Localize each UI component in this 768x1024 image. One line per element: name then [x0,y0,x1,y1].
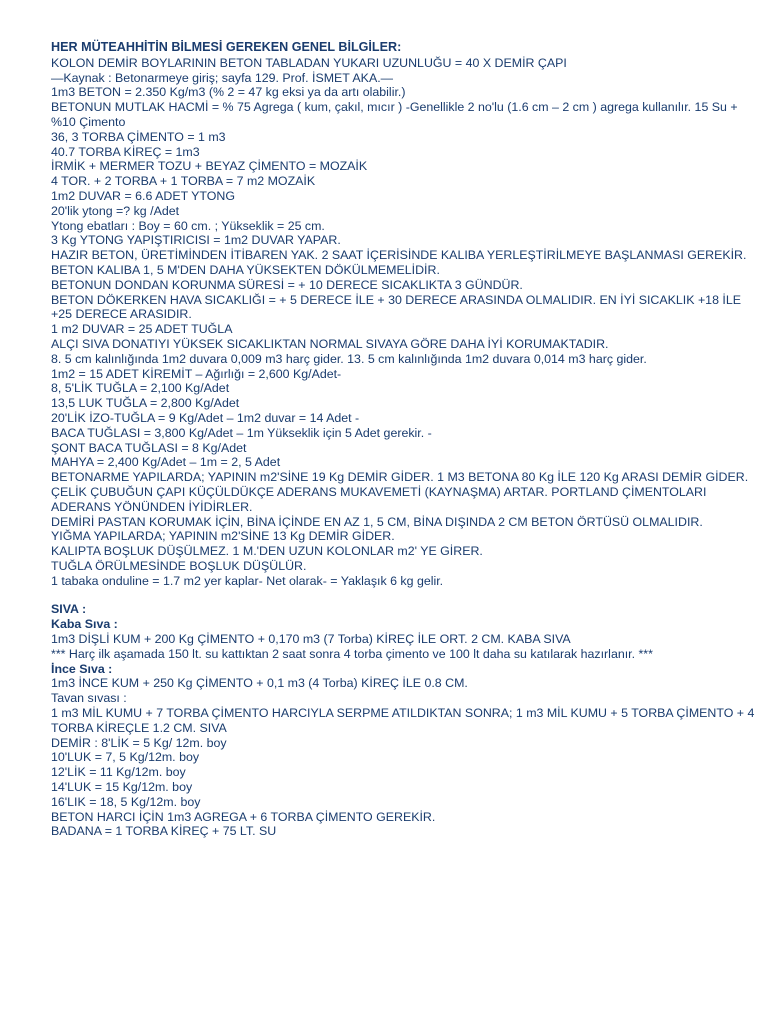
text-line: BETONUN DONDAN KORUNMA SÜRESİ = + 10 DERECE SICAKLIKTA 3 GÜNDÜR. [51,277,523,292]
text-line: 4 TOR. + 2 TORBA + 1 TORBA = 7 m2 MOZAİK [51,174,316,189]
text-line: 14'LUK = 15 Kg/12m. boy [51,780,193,795]
text-line: ŞONT BACA TUĞLASI = 8 Kg/Adet [51,440,247,455]
text-line: HAZIR BETON, ÜRETİMİNDEN İTİBAREN YAK. 2 SAAT İÇERİSİNDE KALIBA YERLEŞTİRİLMEYE BAŞLANMASI GEREKİR. [51,248,747,263]
text-line: DEMİRİ PASTAN KORUMAK İÇİN, BİNA İÇİNDE EN AZ 1, 5 CM, BİNA DIŞINDA 2 CM BETON ÖRTÜSÜ OLMALIDIR. [51,514,703,529]
siva-heading: SIVA : [51,602,87,617]
text-line: 40.7 TORBA KİREÇ = 1m3 [51,144,200,159]
text-line: 20'lik ytong =? kg /Adet [51,203,180,218]
text-line: YIĞMA YAPILARDA; YAPININ m2'SİNE 13 Kg DEMİR GİDER. [51,529,395,544]
text-line: 16'LIK = 18, 5 Kg/12m. boy [51,794,201,809]
text-line: 1 tabaka onduline = 1.7 m2 yer kaplar- Net olarak- = Yaklaşık 6 kg gelir. [51,573,444,588]
text-line: TUĞLA ÖRÜLMESİNDE BOŞLUK DÜŞÜLÜR. [51,558,307,573]
text-line: 8, 5'LİK TUĞLA = 2,100 Kg/Adet [51,381,230,396]
text-line: *** Harç ilk aşamada 150 lt. su kattıktan 2 saat sonra 4 torba çimento ve 100 lt daha su katılarak hazırlanır. *** [51,646,653,661]
kaba-siva-heading: Kaba Sıva : [51,617,118,632]
text-line: Tavan sıvası : [51,691,127,706]
ince-siva-heading: İnce Sıva : [51,661,113,676]
text-line: Ytong ebatları : Boy = 60 cm. ; Yükseklik = 25 cm. [51,218,325,233]
document-title: HER MÜTEAHHİTİN BİLMESİ GEREKEN GENEL BİLGİLER: [51,40,402,54]
text-line: 3 Kg YTONG YAPIŞTIRICISI = 1m2 DUVAR YAPAR. [51,233,341,248]
text-line: İRMİK + MERMER TOZU + BEYAZ ÇİMENTO = MOZAİK [51,159,368,174]
text-line: —Kaynak : Betonarmeye giriş; sayfa 129. Prof. İSMET AKA.— [51,70,394,85]
text-line: 1m2 DUVAR = 6.6 ADET YTONG [51,188,235,203]
text-line: 1m3 BETON = 2.350 Kg/m3 (% 2 = 47 kg eksi ya da artı olabilir.) [51,85,406,100]
text-line: KALIPTA BOŞLUK DÜŞÜLMEZ. 1 M.'DEN UZUN KOLONLAR m2' YE GİRER. [51,544,483,559]
text-line: 1m2 = 15 ADET KİREMİT – Ağırlığı = 2,600 Kg/Adet- [51,366,342,381]
general-info-section [51,56,756,589]
text-line: 20'LİK İZO-TUĞLA = 9 Kg/Adet – 1m2 duvar = 14 Adet - [51,410,360,425]
section-spacer [51,588,756,602]
text-line: BETON DÖKERKEN HAVA SICAKLIĞI = + 5 DERECE İLE + 30 DERECE ARASINDA OLMALIDIR. EN İYİ SICAKLIK +18 İLE +25 DERECE ARASIDIR. [51,292,742,322]
text-line: KOLON DEMİR BOYLARININ BETON TABLADAN YUKARI UZUNLUĞU = 40 X DEMİR ÇAPI [51,55,567,70]
text-line: 1m3 DİŞLİ KUM + 200 Kg ÇİMENTO + 0,170 m3 (7 Torba) KİREÇ İLE ORT. 2 CM. KABA SIVA [51,632,571,647]
text-line: BETON HARCI İÇİN 1m3 AGREGA + 6 TORBA ÇİMENTO GEREKİR. [51,809,436,824]
text-line: ÇELİK ÇUBUĞUN ÇAPI KÜÇÜLDÜKÇE ADERANS MUKAVEMETİ (KAYNAŞMA) ARTAR. PORTLAND ÇİMENTOLARI ADERANS YÖNÜNDEN İYİDİRLER. [51,484,707,514]
document-body [51,40,756,839]
text-line: 1 m2 DUVAR = 25 ADET TUĞLA [51,322,233,337]
text-line: MAHYA = 2,400 Kg/Adet – 1m = 2, 5 Adet [51,455,281,470]
siva-section [51,602,756,839]
text-line: BETONARME YAPILARDA; YAPININ m2'SİNE 19 Kg DEMİR GİDER. 1 M3 BETONA 80 Kg İLE 120 Kg ARASI DEMİR GİDER. [51,470,749,485]
text-line: 12'LİK = 11 Kg/12m. boy [51,765,186,780]
text-line: 1 m3 MİL KUMU + 7 TORBA ÇİMENTO HARCIYLA SERPME ATILDIKTAN SONRA; 1 m3 MİL KUMU + 5 TORBA ÇİMENTO + 4 TORBA KİREÇLE 1.2 CM. SIVA [51,706,755,735]
text-line: 13,5 LUK TUĞLA = 2,800 Kg/Adet [51,396,240,411]
text-line: BETONUN MUTLAK HACMİ = % 75 Agrega ( kum, çakıl, mıcır ) -Genellikle 2 no'lu (1.6 cm – 2 cm ) agrega kullanılır. 15 Su + %10 Çimento [51,100,738,129]
text-line: BADANA = 1 TORBA KİREÇ + 75 LT. SU [51,824,277,839]
text-line: BACA TUĞLASI = 3,800 Kg/Adet – 1m Yükseklik için 5 Adet gerekir. - [51,425,432,440]
text-line: 10'LUK = 7, 5 Kg/12m. boy [51,750,200,765]
text-line: BETON KALIBA 1, 5 M'DEN DAHA YÜKSEKTEN DÖKÜLMEMELİDİR. [51,262,440,277]
text-line: 36, 3 TORBA ÇİMENTO = 1 m3 [51,129,226,144]
text-line: ALÇI SIVA DONATIYI YÜKSEK SICAKLIKTAN NORMAL SIVAYA GÖRE DAHA İYİ KORUMAKTADIR. [51,336,609,351]
text-line: 1m3 İNCE KUM + 250 Kg ÇİMENTO + 0,1 m3 (4 Torba) KİREÇ İLE 0.8 CM. [51,676,468,691]
text-line: DEMİR : 8'LİK = 5 Kg/ 12m. boy [51,735,227,750]
text-line: 8. 5 cm kalınlığında 1m2 duvara 0,009 m3 harç gider. 13. 5 cm kalınlığında 1m2 duvara 0,014 m3 harç gider. [51,351,647,366]
